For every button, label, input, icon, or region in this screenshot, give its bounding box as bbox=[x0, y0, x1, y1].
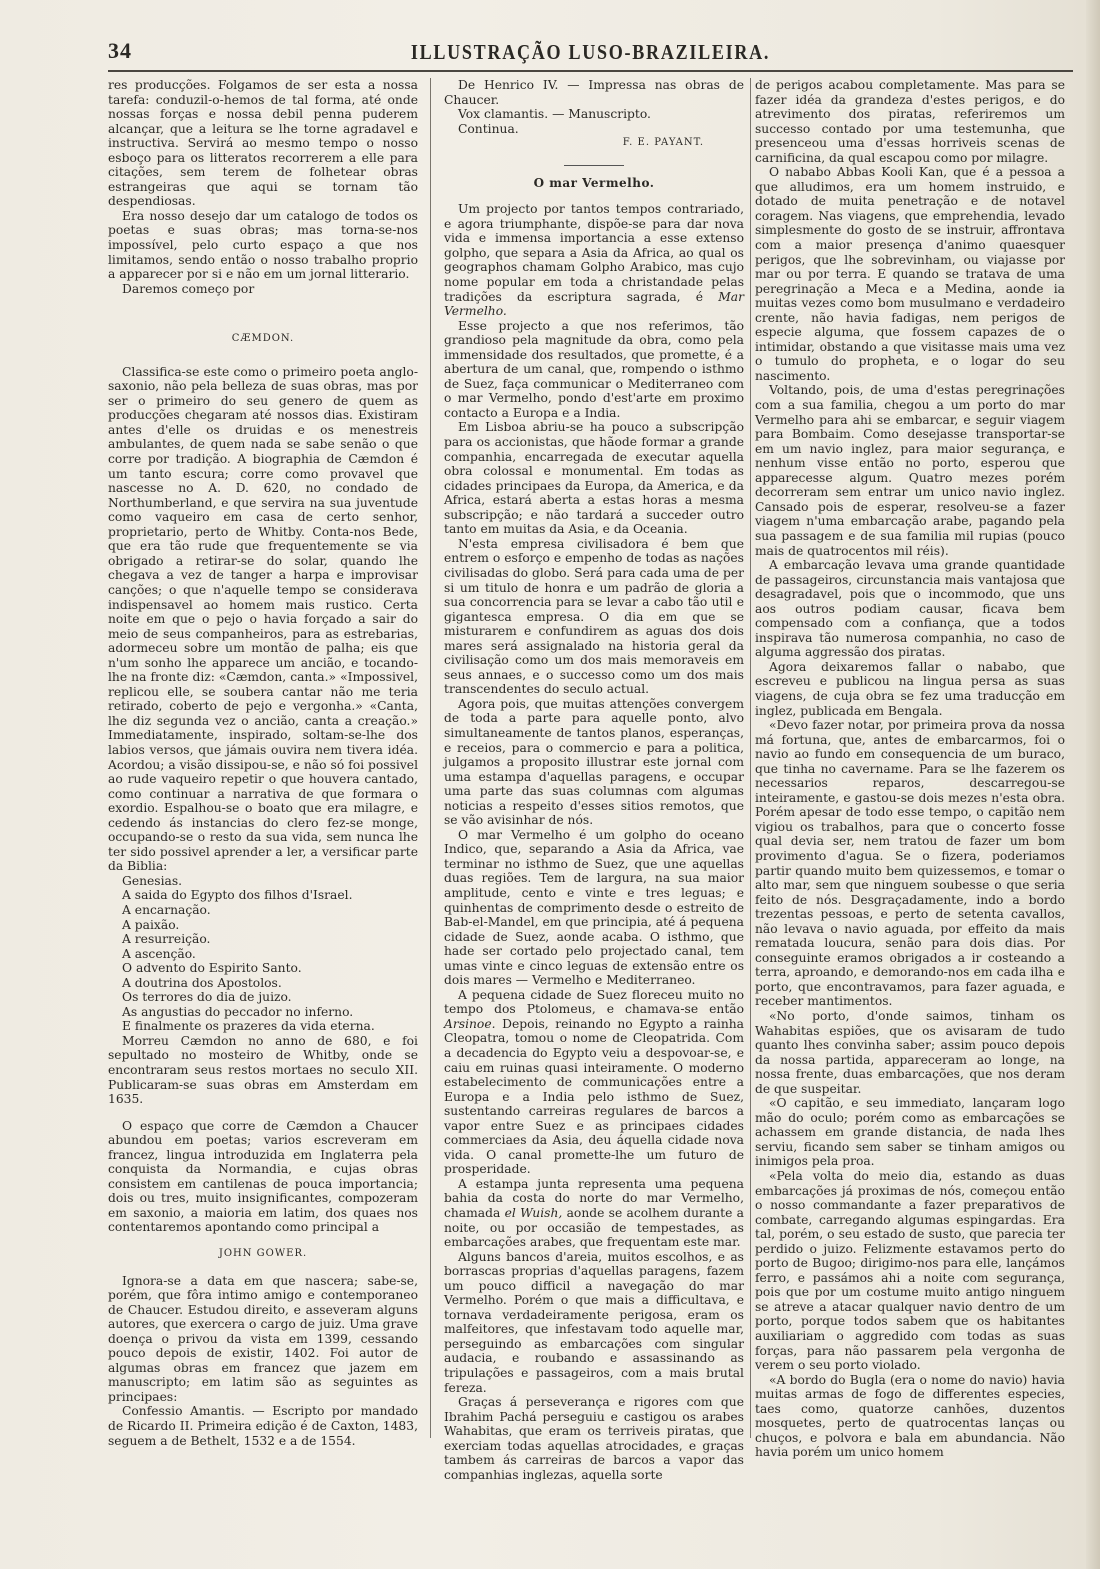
paragraph: Em Lisboa abriu-se ha pouco a subscripção para os accionistas, que hãode formar a grande companhia, encarregada de executar aquella obra colossal e monumental. Em todas as cidades principaes da Europa, da America, e da Africa, estará aberta a estas horas a mesma subscripção; e não tardará a succeder outro tanto em muitas da Asia, e da Oceania. bbox=[444, 420, 744, 537]
paragraph: De Henrico IV. — Impressa nas obras de Chaucer. bbox=[444, 78, 744, 107]
paragraph: Ignora-se a data em que nascera; sabe-se, porém, que fôra intimo amigo e contemporaneo de Chaucer. Estudou direito, e asseveram alguns autores, que exercera o cargo de juiz. Uma grave doença o privou da vista em 1399, cessando pouco depois de existir, 1402. Foi autor de algumas obras em francez que jazem em manuscripto; em latim são as seguintes as principaes: bbox=[108, 1273, 418, 1404]
paragraph: Alguns bancos d'areia, muitos escolhos, e as borrascas proprias d'aquellas paragens, fazem um pouco difficil a navegação do mar Vermelho. Porém o que mais a difficultava, e tornava verdadeiramente perigosa, eram os malfeitores, que infestavam todo aquelle mar, perseguindo as embarcações com singular audacia, e roubando e assassinando as tripulações e passageiros, com a mais brutal fereza. bbox=[444, 1249, 744, 1395]
text-run: Depois, reinando no Egypto a rainha Cleopatra, tomou o nome de Cleopatrida. Com a decadencia do Egypto veiu a despovoar-se, e caiu em ruinas quasi inteiramente. O moderno estabelecimento de communicações entre a Europa e a India pelo isthmo de Suez, sustentando carreiras regulares de barcos a vapor entre Suez e as principaes cidades commerciaes da Asia, deu áquella cidade nova vida. O canal promette-lhe um futuro de prosperidade. bbox=[444, 1016, 744, 1177]
italic-term: Mar Vermelho. bbox=[444, 289, 744, 319]
paragraph: Morreu Cæmdon no anno de 680, e foi sepultado no mosteiro de Whitby, onde se encontraram seus restos mortaes no seculo XII. Publicaram-se suas obras em Amsterdam em 1635. bbox=[108, 1033, 418, 1107]
list-item: A resurreição. bbox=[122, 932, 211, 947]
paragraph: N'esta empresa civilisadora é bem que entrem o esforço e empenho de todas as nações civilisadas do globo. Será para cada uma de per si um titulo de honra e um padrão de gloria a sua concorrencia para se levar a cabo tão util e gigantesca empresa. O dia em que se misturarem e confundirem as aguas dos dois mares será assignalado na historia geral da civilisação como um dos mais memoraveis em seus annaes, e o successo como um dos mais transcendentes do seculo actual. bbox=[444, 536, 744, 697]
list-item: A paixão. bbox=[122, 917, 180, 932]
paragraph: Agora deixaremos fallar o nababo, que escreveu e publicou na lingua persa as suas viagens, de cuja obra se fez uma traducção em inglez, publicada em Bengala. bbox=[755, 659, 1065, 718]
column-1 bbox=[108, 78, 418, 1448]
text-run: A estampa junta representa uma pequena bahia da costa do norte do mar Vermelho, chamada bbox=[444, 1176, 744, 1221]
paragraph: res producções. Folgamos de ser esta a nossa tarefa: conduzil-o-hemos de tal forma, até onde nossas forças e nossa debil penna puderem alcançar, que a leitura se lhe torne agradavel e instructiva. Servirá ao mesmo tempo o nosso esboço para os litteratos recorrerem a elle para citações, sem terem de folhetear obras estrangeiras que aqui se tornam tão despendiosas. bbox=[108, 78, 418, 209]
column-3 bbox=[755, 78, 1065, 1460]
italic-term: el Wuish, bbox=[504, 1206, 563, 1221]
paragraph: «Pela volta do meio dia, estando as duas embarcações já proximas de nós, começou então o nosso commandante a fazer preparativos de combate, carregando algumas espingardas. Era tal, porém, o seu estado de susto, que parecia ter perdido o juizo. Felizmente estavamos perto do porto de Bugoo; dirigimo-nos para elle, lançámos ferro, e passámos ahi a noite com segurança, pois que por um costume muito antigo ninguem se atreve a atacar qualquer navio dentro de um porto, porque todos sabem que os habitantes auxiliariam o aggredido com todas as suas forças, para não passarem pela vergonha de verem o seu porto violado. bbox=[755, 1169, 1065, 1373]
section-divider bbox=[564, 165, 624, 166]
section-heading-caedmon: CÆMDON. bbox=[231, 333, 295, 345]
paragraph: Vox clamantis. — Manuscripto. bbox=[458, 107, 651, 122]
list-item: O advento do Espirito Santo. bbox=[122, 961, 302, 976]
italic-term: Arsinoe. bbox=[444, 1016, 496, 1031]
page-header bbox=[108, 38, 1073, 68]
paragraph: O nababo Abbas Kooli Kan, que é a pessoa a que alludimos, era um homem instruido, e dotado de muita penetração e de notavel coragem. Nas viagens, que emprehendia, levado simplesmente do gosto de se instruir, affrontava com a maior presença d'animo quaesquer perigos, que lhe sobrevinham, ou viajasse por mar ou por terra. E quando se tratava de uma peregrinação a Meca e a Medina, aonde ia muitas vezes como bom musulmano e verdadeiro crente, não havia fadigas, nem perigos de especie alguma, que fossem capazes de o intimidar, obstando a que visitasse mais uma vez o tumulo do propheta, e o logar do seu nascimento. bbox=[755, 165, 1065, 383]
list-item: Os terrores do dia de juizo. bbox=[122, 990, 292, 1005]
paragraph: «A bordo do Bugla (era o nome do navio) havia muitas armas de fogo de differentes especies, taes como, quatorze canhões, duzentos mosquetes, perto de quatrocentas lanças ou chuços, e polvora e bala em abundancia. Não havia porém um unico homem bbox=[755, 1372, 1065, 1460]
list-item: Genesias. bbox=[122, 873, 183, 888]
section-heading-gower: JOHN GOWER. bbox=[218, 1248, 308, 1260]
author-signature: F. E. PAYANT. bbox=[622, 137, 704, 149]
header-rule bbox=[108, 70, 1073, 72]
paragraph: A embarcação levava uma grande quantidade de passageiros, circunstancia mais vantajosa que desagradavel, pois que o incommodo, que uns aos outros podiam causar, ficava bem compensado com a confiança, que a todos inspirava tão numerosa companhia, no caso de alguma aggressão dos piratas. bbox=[755, 558, 1065, 660]
paragraph: Classifica-se este como o primeiro poeta anglo-saxonio, não pela belleza de suas obras, mas por ser o primeiro do seu genero de quem as producções chegaram até nossos dias. Existiram antes d'elle os druidas e os menestreis ambulantes, de quem nada se sabe senão o que corre por tradição. A biographia de Cæmdon é um tanto escura; corre como provavel que nascesse no A. D. 620, no condado de Northumberland, e que servira na sua juventude como vaqueiro em casa de certo senhor, proprietario, perto de Whitby. Conta-nos Bede, que era tão rude que frequentemente se via obrigado a retirar-se do solar, quando lhe chegava a vez de tanger a harpa e improvisar canções; o que n'aquelle tempo se considerava indispensavel ao homem mais rustico. Certa noite em que o pejo o havia forçado a sair do meio de seus companheiros, para as estrebarias, adormeceu sobre um montão de palha; eis que n'um sonho lhe apparece um ancião, e tocando-lhe na fronte diz: «Cæmdon, canta.» «Impossivel, replicou elle, se soubera cantar não me teria retirado, coberto de pejo e vergonha.» «Canta, lhe diz segunda vez o ancião, canta a creação.» Immediatamente, inspirado, soltam-se-lhe dos labios versos, que jámais ouvira nem tivera idéa. Acordou; a visão dissipou-se, e não só foi possivel ao rude vaqueiro repetir o que houvera cantado, como continuar a narrativa de que formara o exordio. Espalhou-se o boato que era milagre, e cedendo ás instancias do clero fez-se monge, occupando-se o resto da sua vida, sem nunca lhe ter sido possivel aprender a ler, a versificar parte da Biblia: bbox=[108, 364, 418, 874]
paragraph: de perigos acabou completamente. Mas para se fazer idéa da grandeza d'estes perigos, e do atrevimento dos piratas, referiremos um successo contado por uma testemunha, que presenceou uma d'essas horriveis scenas de carnificina, da qual escapou como por milagre. bbox=[755, 78, 1065, 165]
paragraph: Graças á perseverança e rigores com que Ibrahim Pachá perseguiu e castigou os arabes Wahabitas, que eram os terriveis piratas, que exerciam todas aquellas atrocidades, e graças tambem ás carreiras de barcos a vapor das companhias inglezas, aquella sorte bbox=[444, 1395, 744, 1482]
paragraph: «Devo fazer notar, por primeira prova da nossa má fortuna, que, antes de embarcarmos, foi o navio ao fundo em consequencia de um buraco, que tinha no cavername. Para se lhe fazerem os necessarios reparos, descarregou-se inteiramente, e gastou-se dois mezes n'esta obra. Porém apesar de todo esse tempo, o capitão nem vigiou os trabalhos, para que o concerto fosse qual devia ser, nem tratou de fazer um bom provimento d'agua. Se o fizera, poderiamos partir quando muito bem quizessemos, e tomar o alto mar, sem que ninguem soubesse o que seria feito de nós. Desgraçadamente, indo a bordo trezentas pessoas, e perto de setenta cavallos, não levava o navio aguada, por effeito da mais rematada loucura, senão para dois dias. Por conseguinte eramos obrigados a ir costeando a terra, aproando, e demorando-nos em cada ilha e porto, que encontravamos, para fazer aguada, e receber mantimentos. bbox=[755, 718, 1065, 1009]
paragraph: Esse projecto a que nos referimos, tão grandioso pela magnitude da obra, como pela immensidade dos resultados, que promette, é a abertura de um canal, que, rompendo o isthmo de Suez, faça communicar o Mediterraneo com o mar Vermelho, pondo d'est'arte em proximo contacto a Europa e a India. bbox=[444, 318, 744, 420]
text-run: Um projecto por tantos tempos contrariado, e agora triumphante, dispõe-se para dar nova vida e immensa importancia a esse extenso golpho, que separa a Asia da Africa, ao qual os geographos chamam Golpho Arabico, mas cujo nome popular em toda a christandade pelas tradições da escriptura sagrada, é bbox=[444, 202, 744, 304]
list-item: A doutrina dos Apostolos. bbox=[122, 975, 282, 990]
list-item: A ascenção. bbox=[122, 946, 196, 961]
paragraph bbox=[444, 988, 744, 1177]
list-item: As angustias do peccador no inferno. bbox=[122, 1004, 354, 1019]
paragraph: Daremos começo por bbox=[122, 281, 255, 296]
paragraph bbox=[444, 1177, 744, 1250]
column-rule-2 bbox=[750, 78, 751, 1438]
paragraph: «O capitão, e seu immediato, lançaram logo mão do oculo; porém como as embarcações se achassem em grande distancia, de nada lhes serviu, ficando sem saber se tinham amigos ou inimigos pela proa. bbox=[755, 1096, 1065, 1169]
column-2 bbox=[444, 78, 744, 1482]
article-heading: O mar Vermelho. bbox=[533, 175, 655, 190]
page-edge-shadow bbox=[1086, 0, 1100, 1569]
paragraph: Voltando, pois, de uma d'estas peregrinações com a sua familia, chegou a um porto do mar Vermelho para ahi se embarcar, e seguir viagem para Bombaim. Como desejasse transportar-se em um navio inglez, para maior segurança, e nenhum visse então no porto, esperou que apparecesse algum. Quatro mezes porém decorreram sem entrar um unico navio inglez. Cansado pois de esperar, resolveu-se a fazer viagem n'uma embarcação arabe, pagando pela sua passagem e de sua familia mil rupias (pouco mais de quatrocentos mil réis). bbox=[755, 383, 1065, 558]
paragraph: Era nosso desejo dar um catalogo de todos os poetas e suas obras; mas torna-se-nos impossível, pelo curto espaço a que nos limitamos, sendo então o nosso trabalho proprio a apparecer por si e não em um jornal litterario. bbox=[108, 208, 418, 282]
text-run: A pequena cidade de Suez floreceu muito no tempo dos Ptolomeus, e chamava-se então bbox=[444, 987, 744, 1017]
paragraph: Confessio Amantis. — Escripto por mandado de Ricardo II. Primeira edição é de Caxton, 1483, seguem a de Bethelt, 1532 e a de 1554. bbox=[108, 1404, 418, 1448]
works-list bbox=[108, 874, 418, 1034]
paragraph bbox=[444, 202, 744, 318]
paragraph: Agora pois, que muitas attenções convergem de toda a parte para aquelle ponto, alvo simultaneamente de tantos planos, esperanças, e receios, para o commercio e para a politica, julgamos a proposito illustrar este jornal com uma estampa d'aquellas paragens, e occupar uma parte das suas columnas com algumas noticias a respeito d'esses sitios remotos, que se vão avisinhar de nós. bbox=[444, 696, 744, 828]
paragraph: O espaço que corre de Cæmdon a Chaucer abundou em poetas; varios escreveram em francez, lingua introduzida em Inglaterra pela conquista da Normandia, e cujas obras consistem em cantilenas de pouca importancia; dois ou tres, muito insignificantes, compozeram em saxonio, a maioria em latim, dos quaes nos contentaremos apontando como principal a bbox=[108, 1118, 418, 1235]
text-run: aonde se acolhem durante a noite, ou por occasião de tempestades, as embarcações arabes, que frequentam este mar. bbox=[444, 1206, 744, 1250]
list-item: E finalmente os prazeres da vida eterna. bbox=[122, 1019, 375, 1034]
column-rule-1 bbox=[430, 78, 431, 1438]
paragraph: Continua. bbox=[458, 121, 519, 136]
paragraph: «No porto, d'onde saimos, tinham os Wahabitas espiões, que os avisaram de tudo quanto lhes convinha saber; assim pouco depois da nossa partida, appareceram ao longe, na nossa frente, duas embarcações, que nos deram de que suspeitar. bbox=[755, 1009, 1065, 1096]
journal-title: ILLUSTRAÇÃO LUSO-BRAZILEIRA. bbox=[410, 40, 771, 64]
list-item: A encarnação. bbox=[122, 902, 211, 917]
page-number: 34 bbox=[108, 38, 132, 63]
list-item: A saida do Egypto dos filhos d'Israel. bbox=[122, 888, 353, 903]
paragraph: O mar Vermelho é um golpho do oceano Indico, que, separando a Asia da Africa, vae terminar no isthmo de Suez, que une aquellas duas regiões. Tem de largura, na sua maior amplitude, cento e vinte e tres leguas; e quinhentas de comprimento desde o estreito de Bab-el-Mandel, em que principia, até á pequena cidade de Suez, aonde acaba. O isthmo, que hade ser cortado pelo projectado canal, tem umas vinte e cinco leguas de extensão entre os dois mares — Vermelho e Mediterraneo. bbox=[444, 827, 744, 988]
